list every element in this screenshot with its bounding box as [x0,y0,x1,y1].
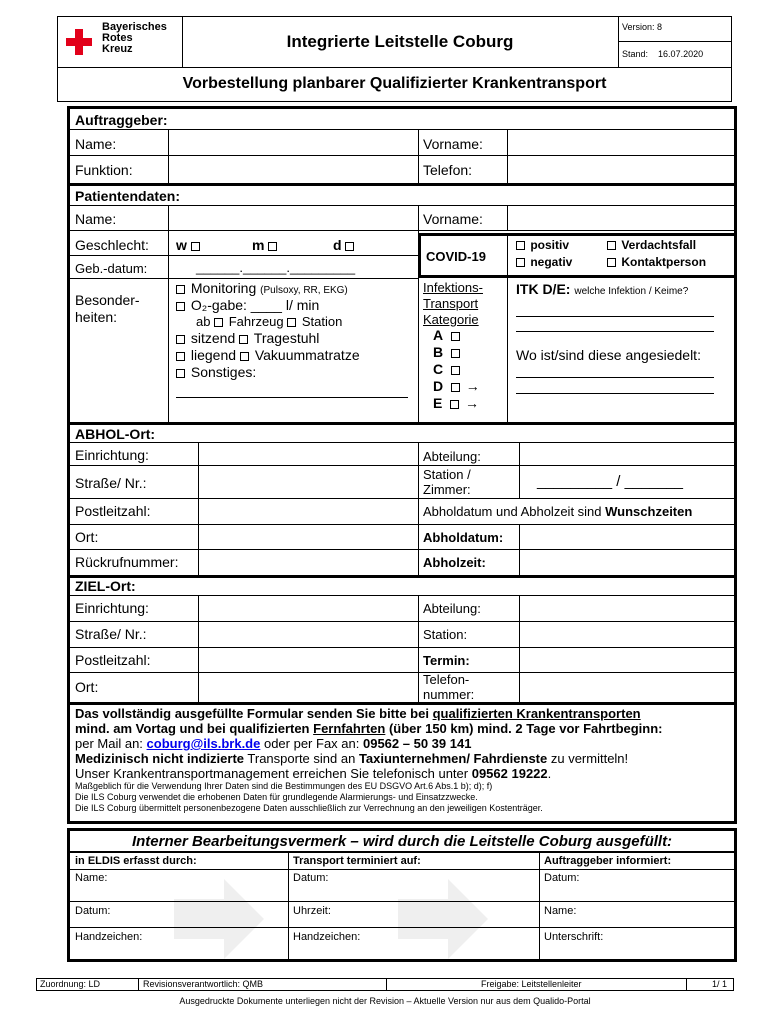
abholdatum-field[interactable] [520,525,734,549]
auftraggeber-name-field[interactable] [169,130,418,155]
rueckrufnummer-label: Rückrufnummer: [75,554,179,570]
kat-c-checkbox[interactable] [433,361,462,377]
transport-handzeichen-label: Handzeichen: [293,931,361,943]
patient-heading: Patientendaten: [75,188,181,204]
covid-positiv-label: positiv [530,238,570,252]
abhol-einrichtung-label: Einrichtung: [75,447,149,463]
eldis-heading: in ELDIS erfasst durch: [75,855,197,867]
sonstiges-line[interactable] [176,397,408,398]
liegend-checkbox[interactable] [176,352,185,361]
kat-e-label: E [433,395,443,411]
logo-text-line2: Rotes [102,32,133,44]
patient-vorname-label: Vorname: [423,211,483,227]
internal-title: Interner Bearbeitungsvermerk – wird durch die Leitstelle Coburg ausgefüllt: [131,833,673,850]
ziel-einrichtung-field[interactable] [199,596,418,621]
logo-text-line3: Kreuz [102,43,133,55]
o2-fahrzeug-label: Fahrzeug [228,314,284,329]
info-line2-a: mind. am Vortag und bei qualifizierten [75,721,314,736]
ziel-heading: ZIEL-Ort: [75,578,136,594]
tragestuhl-checkbox[interactable] [239,335,248,344]
brk-logo [58,17,183,67]
o2-checkbox[interactable] [176,297,319,313]
gender-m-label: m [252,237,265,253]
itk-line-2[interactable] [516,331,714,332]
info-line6: Maßgeblich für die Verwendung Ihrer Daten sind die Bestimmungen des EU DSGVO Art.6 Abs.1 b); d); f) [75,781,493,791]
info-line1-a: Das vollständig ausgefüllte Formular senden Sie bitte bei [75,706,433,721]
stand-label: Stand: [622,49,649,59]
info-line4-d: zu vermitteln! [547,751,629,766]
footer-bar [36,978,734,991]
sitzend-label: sitzend [190,330,236,346]
wo-line-1[interactable] [516,377,714,378]
stand-date: 16.07.2020 [658,49,704,59]
abhol-station-label-2: Zimmer: [423,482,471,497]
logo-text-line1: Bayerisches [102,21,167,33]
footer-page: 1/ 1 [712,979,728,989]
info-line5-a: Unser Krankentransportmanagement erreichen Sie telefonisch unter [75,766,472,781]
auftraggeber-vorname-field[interactable] [508,130,734,155]
transport-uhrzeit-label: Uhrzeit: [293,905,331,917]
patient-vorname-field[interactable] [508,206,734,230]
form-subtitle: Vorbestellung planbarer Qualifizierter Krankentransport [182,75,607,92]
info-line7: Die ILS Coburg verwendet die erhobenen Daten für grundlegende Alarmierungs- und Einsatzzwecke. [75,792,478,802]
o2-ab-label: ab [196,314,211,329]
abholdatum-label: Abholdatum: [423,530,504,545]
o2-label: O₂-gabe: ____ l/ min [190,297,320,313]
info-line4-b: Transporte sind an [244,751,359,766]
besonderheiten-label-2: heiten: [75,309,118,325]
kat-e-checkbox[interactable] [433,395,479,411]
footer-note: Ausgedruckte Dokumente unterliegen nicht der Revision – Aktuelle Version nur aus dem Qualido-Portal [179,996,591,1006]
ziel-telefon-label-1: Telefon- [423,672,470,687]
abhol-strasse-field[interactable] [199,466,418,498]
auftraggeber-funktion-field[interactable] [169,156,418,182]
ziel-ort-label: Ort: [75,679,99,695]
sitzend-checkbox[interactable] [176,335,185,344]
informiert-name-label: Name: [544,905,577,917]
order-form [67,106,737,824]
ziel-einrichtung-label: Einrichtung: [75,600,149,616]
ziel-abteilung-label: Abteilung: [423,601,481,616]
abhol-station-label-1: Station / [423,467,471,482]
auftraggeber-telefon-label: Telefon: [423,162,473,178]
abhol-einrichtung-field[interactable] [199,443,418,465]
transport-heading: Transport terminiert auf: [293,855,421,867]
vakuummatratze-label: Vakuummatratze [254,347,360,363]
sonstiges-label: Sonstiges: [190,364,257,380]
eldis-name-label: Name: [75,872,108,884]
abhol-wunschzeiten-note [423,504,692,519]
informiert-unterschrift-label: Unterschrift: [544,931,604,943]
ziel-strasse-field[interactable] [199,622,418,647]
itk-line-1[interactable] [516,316,714,317]
termin-label: Termin: [423,653,470,668]
patient-name-label: Name: [75,211,117,227]
ziel-plz-field[interactable] [199,648,418,672]
transport-datum-label: Datum: [293,872,329,884]
abhol-ort-label: Ort: [75,529,99,545]
auftraggeber-funktion-label: Funktion: [75,162,133,178]
footer-zuordnung: Zuordnung: LD [40,979,101,989]
auftraggeber-heading: Auftraggeber: [75,112,168,128]
wunschzeiten-prefix: Abholdatum und Abholzeit sind [423,504,606,519]
patient-name-field[interactable] [169,206,418,230]
covid-kontaktperson-checkbox[interactable] [607,255,706,269]
infektion-label-1: Infektions- [423,280,483,295]
ziel-station-field[interactable] [520,622,734,647]
o2-station-checkbox[interactable] [287,318,296,327]
gender-w-label: w [176,237,187,253]
infektion-label-2: Transport [423,296,479,311]
wunschzeiten-bold: Wunschzeiten [605,504,693,519]
liegend-label: liegend [190,347,237,363]
gender-d-label: d [333,237,342,253]
monitoring-detail: (Pulsoxy, RR, EKG) [260,285,348,296]
document-header [57,16,732,102]
sonstiges-checkbox[interactable] [176,364,256,380]
covid-positiv-checkbox[interactable] [516,238,569,252]
auftraggeber-name-label: Name: [75,136,117,152]
ziel-telefon-field[interactable] [520,673,734,702]
termin-field[interactable] [520,648,734,672]
covid-negativ-label: negativ [530,255,573,269]
tragestuhl-label: Tragestuhl [253,330,320,346]
vakuummatratze-checkbox[interactable] [240,352,249,361]
info-line3-a: per Mail an: [75,736,147,751]
info-line4-c: Taxiunternehmen/ Fahrdienste [358,751,548,766]
arrow-right-icon: → [465,395,480,411]
itk-label: ITK D/E: [516,281,571,297]
abhol-ort-field[interactable] [199,525,418,549]
gebdatum-field[interactable]: ______.______._________ [196,260,356,275]
footer-freigabe: Freigabe: Leitstellenleiter [481,979,582,989]
monitoring-label: Monitoring [190,280,257,296]
watermark-arrow-icon [398,879,488,959]
abhol-strasse-label: Straße/ Nr.: [75,475,147,491]
info-line1-b: qualifizierten Krankentransporten [432,706,641,721]
fax-number: 09562 – 50 39 141 [362,736,472,751]
kat-d-checkbox[interactable] [433,378,480,394]
abholzeit-label: Abholzeit: [423,555,486,570]
geschlecht-label: Geschlecht: [75,237,149,253]
abhol-heading: ABHOL-Ort: [75,426,156,442]
info-line4-a: Medizinisch nicht indizierte [75,751,245,766]
rueckrufnummer-field[interactable] [199,550,418,575]
wo-label: Wo ist/sind diese angesiedelt: [516,347,701,363]
info-line5-c: . [547,766,552,781]
covid-label: COVID-19 [426,249,486,264]
ziel-telefon-label-2: nummer: [423,687,475,702]
o2-station-label: Station [301,314,343,329]
info-text [75,706,735,814]
watermark-arrow-icon [174,879,264,959]
covid-negativ-checkbox[interactable] [516,255,572,269]
infektion-label-3: Kategorie [423,312,479,327]
eldis-handzeichen-label: Handzeichen: [75,931,143,943]
red-cross-icon [66,29,92,55]
ziel-abteilung-field[interactable] [520,596,734,621]
informiert-heading: Auftraggeber informiert: [544,855,672,867]
auftraggeber-telefon-field[interactable] [508,156,734,182]
covid-verdachtsfall-label: Verdachtsfall [621,238,697,252]
auftraggeber-vorname-label: Vorname: [423,136,483,152]
abhol-abteilung-label: Abteilung: [423,449,481,464]
ziel-strasse-label: Straße/ Nr.: [75,626,147,642]
kat-d-label: D [433,378,444,394]
abhol-plz-label: Postleitzahl: [75,503,151,519]
phone-number: 09562 19222 [471,766,548,781]
ziel-ort-field[interactable] [199,673,418,702]
email-link[interactable]: coburg@ils.brk.de [146,736,261,751]
monitoring-checkbox[interactable] [176,280,348,296]
arrow-right-icon: → [465,378,480,394]
gender-m-checkbox[interactable] [252,237,279,253]
ziel-plz-label: Postleitzahl: [75,652,151,668]
gender-w-checkbox[interactable] [176,237,202,253]
besonderheiten-label-1: Besonder- [75,292,140,308]
gender-d-checkbox[interactable] [333,237,356,253]
abholzeit-field[interactable] [520,550,734,575]
info-line2-b: Fernfahrten [313,721,386,736]
kat-a-label: A [433,327,444,343]
info-line3-b: oder per Fax an: [260,736,363,751]
itk-detail: welche Infektion / Keime? [574,286,689,297]
page-title: Integrierte Leitstelle Coburg [182,17,619,67]
footer-revision: Revisionsverantwortlich: QMB [143,979,264,989]
wo-line-2[interactable] [516,393,714,394]
eldis-datum-label: Datum: [75,905,111,917]
covid-verdachtsfall-checkbox[interactable] [607,238,696,252]
internal-section [67,828,737,962]
kat-b-label: B [433,344,444,360]
info-line8: Die ILS Coburg übermittelt personenbezogene Daten ausschließlich zur Verrechnung an den jeweiligen Kostenträger. [75,803,543,813]
ziel-station-label: Station: [423,627,468,642]
kat-c-label: C [433,361,444,377]
informiert-datum-label: Datum: [544,872,580,884]
abhol-abteilung-field[interactable] [520,443,734,465]
abhol-plz-field[interactable] [199,499,418,524]
kat-a-checkbox[interactable] [433,327,462,343]
abhol-station-field[interactable]: _________ / _______ [537,473,683,490]
info-line2-c: (über 150 km) mind. 2 Tage vor Fahrtbeginn: [385,721,663,736]
o2-fahrzeug-checkbox[interactable] [214,318,223,327]
version-label: Version: 8 [622,22,663,32]
covid-kontaktperson-label: Kontaktperson [621,255,707,269]
kat-b-checkbox[interactable] [433,344,462,360]
gebdatum-label: Geb.-datum: [75,261,148,276]
